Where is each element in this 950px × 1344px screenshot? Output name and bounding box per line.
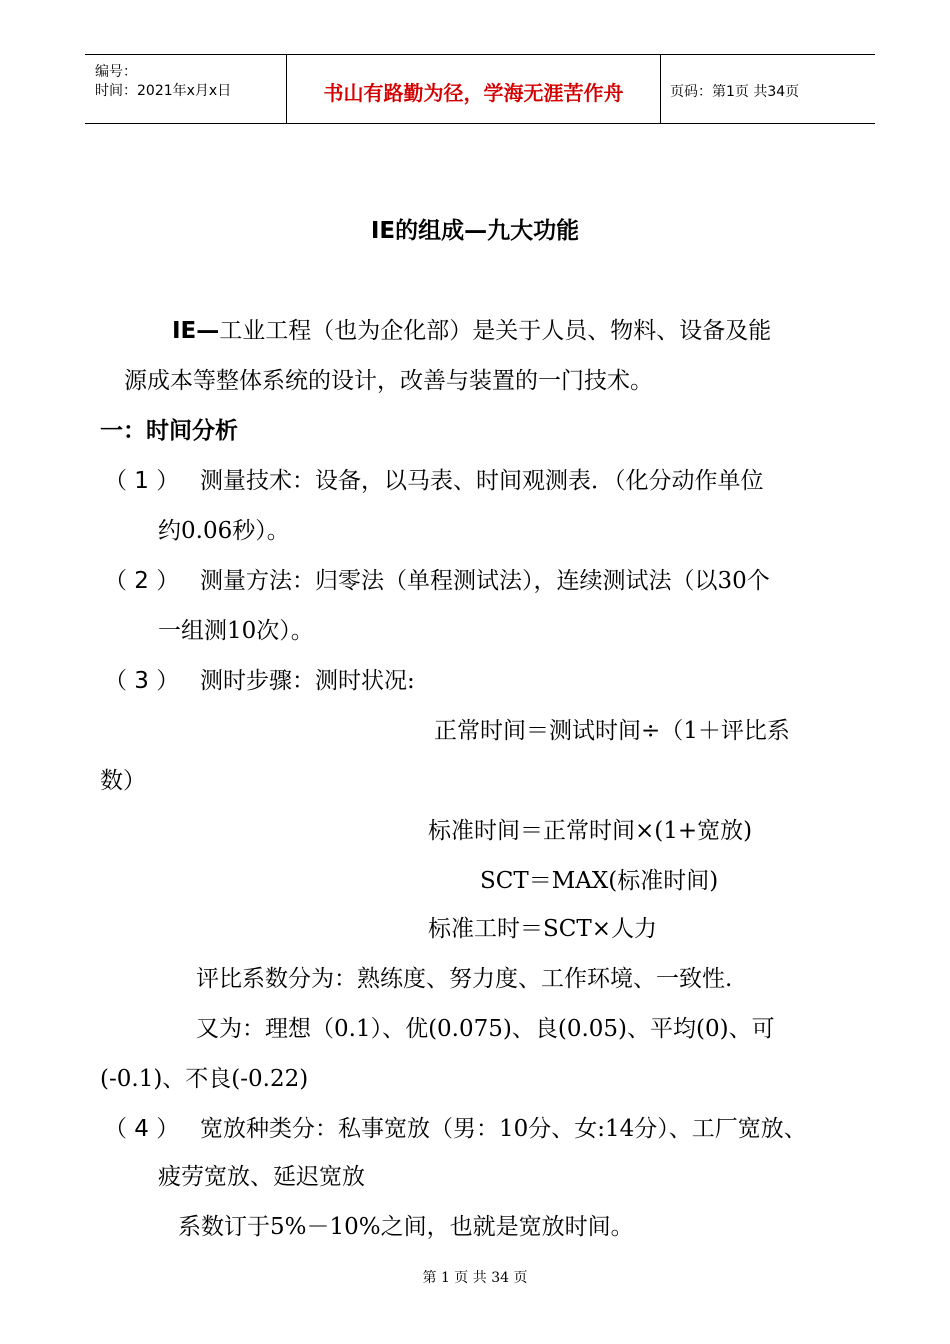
formula-sct: SCT＝MAX(标准时间) <box>480 868 719 894</box>
item-2-line-2: 一组测10次）。 <box>158 618 314 644</box>
item-4-line-2: 疲劳宽放、延迟宽放 <box>158 1164 365 1190</box>
page-header <box>85 54 875 124</box>
intro-line-1 <box>172 316 771 346</box>
formula-standard-hours: 标准工时＝SCT×人力 <box>428 916 657 942</box>
item-3-number: （ 3 ） <box>104 668 180 694</box>
header-page-cell <box>660 55 875 123</box>
item-2-line-1: 测量方法：归零法（单程测试法），连续测试法（以30个 <box>200 568 770 594</box>
formula-standard-time: 标准时间＝正常时间×(1+宽放) <box>428 818 753 844</box>
item-1-line-1: 测量技术：设备，以马表、时间观测表．（化分动作单位 <box>200 468 764 494</box>
doc-time-label: 时间：2021年x月x日 <box>95 83 232 99</box>
intro-line-2: 源成本等整体系统的设计，改善与装置的一门技术。 <box>124 368 653 394</box>
page-footer: 第 1 页 共 34 页 <box>422 1270 528 1286</box>
item-1-number: （ 1 ） <box>104 468 180 494</box>
header-motto-cell <box>286 55 661 123</box>
item-4-line-1: 宽放种类分：私事宽放（男：10分、女:14分）、工厂宽放、 <box>200 1116 807 1142</box>
rating-factors-line: 评比系数分为：熟练度、努力度、工作环境、一致性. <box>196 966 733 992</box>
intro-ie-term: IE— <box>172 318 220 344</box>
item-3-line-1: 测时步骤：测时状况: <box>200 668 415 694</box>
header-info-cell <box>85 55 286 123</box>
formula-normal-time-line-1: 正常时间＝测试时间÷（1＋评比系 <box>434 718 790 744</box>
formula-normal-time-line-2: 数） <box>100 768 146 794</box>
item-4-number: （ 4 ） <box>104 1116 180 1142</box>
rating-grades-line-2: (-0.1)、不良(-0.22) <box>100 1066 309 1092</box>
header-page-label: 页码：第1页 共34页 <box>670 84 800 100</box>
rating-grades-line-1: 又为：理想（0.1）、优(0.075)、良(0.05)、平均(0)、可 <box>196 1016 775 1042</box>
allowance-coefficient-line: 系数订于5%－10%之间，也就是宽放时间。 <box>178 1214 634 1240</box>
item-1-line-2: 约0.06秒）。 <box>158 518 290 544</box>
item-2-number: （ 2 ） <box>104 568 180 594</box>
section-heading-time-analysis: 一：时间分析 <box>100 418 238 444</box>
intro-line-1-text: 工业工程（也为企化部）是关于人员、物料、设备及能 <box>219 318 772 344</box>
document-title: IE的组成—九大功能 <box>370 218 580 244</box>
header-motto: 书山有路勤为径，学海无涯苦作舟 <box>323 81 624 105</box>
doc-number-label: 编号： <box>95 64 137 80</box>
